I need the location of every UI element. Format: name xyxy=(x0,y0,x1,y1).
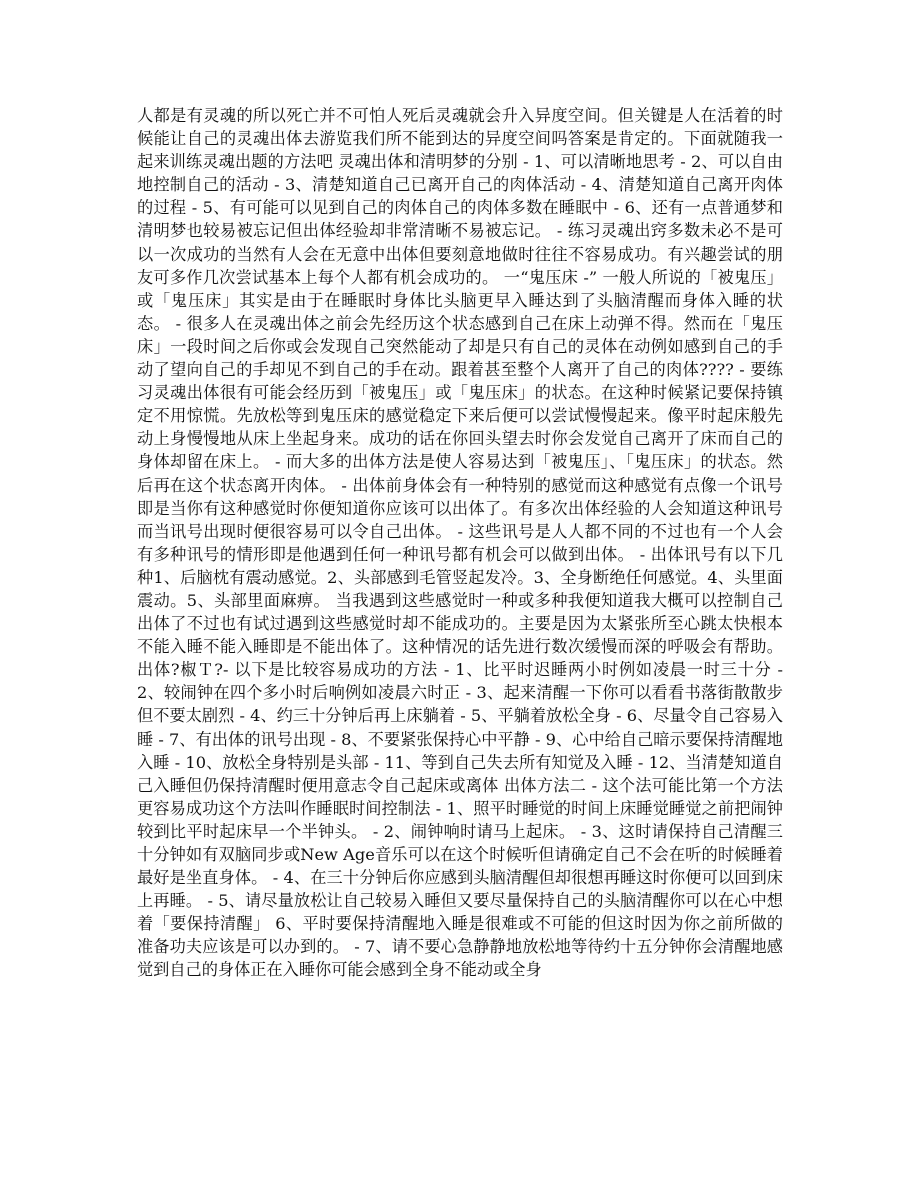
body-paragraph: 人都是有灵魂的所以死亡并不可怕人死后灵魂就会升入异度空间。但关键是人在活着的时候能让自己的灵魂出体去游览我们所不能到达的异度空间吗答案是肯定的。下面就随我一起来训练灵魂出题的方法吧 灵魂出体和清明梦的分别 - 1、可以清晰地思考 - 2、可以自由地控制自己的活动 - 3、清楚知道自己已离开自己的肉体活动 - 4、清楚知道自己离开肉体的过程 - 5、有可能可以见到自己的肉体自己的肉体多数在睡眠中 - 6、还有一点普通梦和清明梦也较易被忘记但出体经验却非常清晰不易被忘记。 - 练习灵魂出窍多数未必不是可以一次成功的当然有人会在无意中出体但要刻意地做时往往不容易成功。有兴趣尝试的朋友可多作几次尝试基本上每个人都有机会成功的。 一“鬼压床 -” 一般人所说的「被鬼压」或「鬼压床」其实是由于在睡眠时身体比头脑更早入睡达到了头脑清醒而身体入睡的状态。 - 很多人在灵魂出体之前会先经历这个状态感到自己在床上动弹不得。然而在「鬼压床」一段时间之后你或会发现自己突然能动了却是只有自己的灵体在动例如感到自己的手动了望向自己的手却见不到自己的手在动。跟着甚至整个人离开了自己的肉体???? - 要练习灵魂出体很有可能会经历到「被鬼压」或「鬼压床」的状态。在这种时候紧记要保持镇定不用惊慌。先放松等到鬼压床的感觉稳定下来后便可以尝试慢慢起来。像平时起床般先动上身慢慢地从床上坐起身来。成功的话在你回头望去时你会发觉自己离开了床而自己的身体却留在床上。 - 而大多的出体方法是使人容易达到「被鬼压」、「鬼压床」的状态。然后再在这个状态离开肉体。 - 出体前身体会有一种特别的感觉而这种感觉有点像一个讯号即是当你有这种感觉时你便知道你应该可以出体了。有多次出体经验的人会知道这种讯号而当讯号出现时便很容易可以令自己出体。 - 这些讯号是人人都不同的不过也有一个人会有多种讯号的情形即是他遇到任何一种讯号都有机会可以做到出体。 - 出体讯号有以下几种1、后脑枕有震动感觉。2、头部感到毛管竖起发冷。3、全身断绝任何感觉。4、头里面震动。5、头部里面麻痹。 当我遇到这些感觉时一种或多种我便知道我大概可以控制自己出体了不过也有试过遇到这些感觉时却不能成功的。主要是因为太紧张所至心跳太快根本不能入睡不能入睡即是不能出体了。这种情况的话先进行数次缓慢而深的呼吸会有帮助。 出体?椒Ｔ?- 以下是比较容易成功的方法 - 1、比平时迟睡两小时例如凌晨一时三十分 - 2、较闹钟在四个多小时后响例如凌晨六时正 - 3、起来清醒一下你可以看看书落街散散步但不要太剧烈 - 4、约三十分钟后再上床躺着 - 5、平躺着放松全身 - 6、尽量令自己容易入睡 - 7、有出体的讯号出现 - 8、不要紧张保持心中平静 - 9、心中给自己暗示要保持清醒地入睡 - 10、放松全身特别是头部 - 11、等到自己失去所有知觉及入睡 - 12、当清楚知道自己入睡但仍保持清醒时便用意志令自己起床或离体 出体方法二 - 这个法可能比第一个方法更容易成功这个方法叫作睡眠时间控制法 - 1、照平时睡觉的时间上床睡觉睡觉之前把闹钟较到比平时起床早一个半钟头。 - 2、闹钟响时请马上起床。 - 3、这时请保持自己清醒三十分钟如有双脑同步或New Age音乐可以在这个时候听但请确定自己不会在听的时候睡着最好是坐直身体。 - 4、在三十分钟后你应感到头脑清醒但却很想再睡这时你便可以回到床上再睡。 - 5、请尽量放松让自己较易入睡但又要尽量保持自己的头脑清醒你可以在心中想着「要保持清醒」 6、平时要保持清醒地入睡是很难或不可能的但这时因为你之前所做的准备功夫应该是可以办到的。 - 7、请不要心急静静地放松地等待约十五分钟你会清醒地感觉到自己的身体正在入睡你可能会感到全身不能动或全身 xyxy=(137,106,783,980)
document-page xyxy=(137,104,783,982)
